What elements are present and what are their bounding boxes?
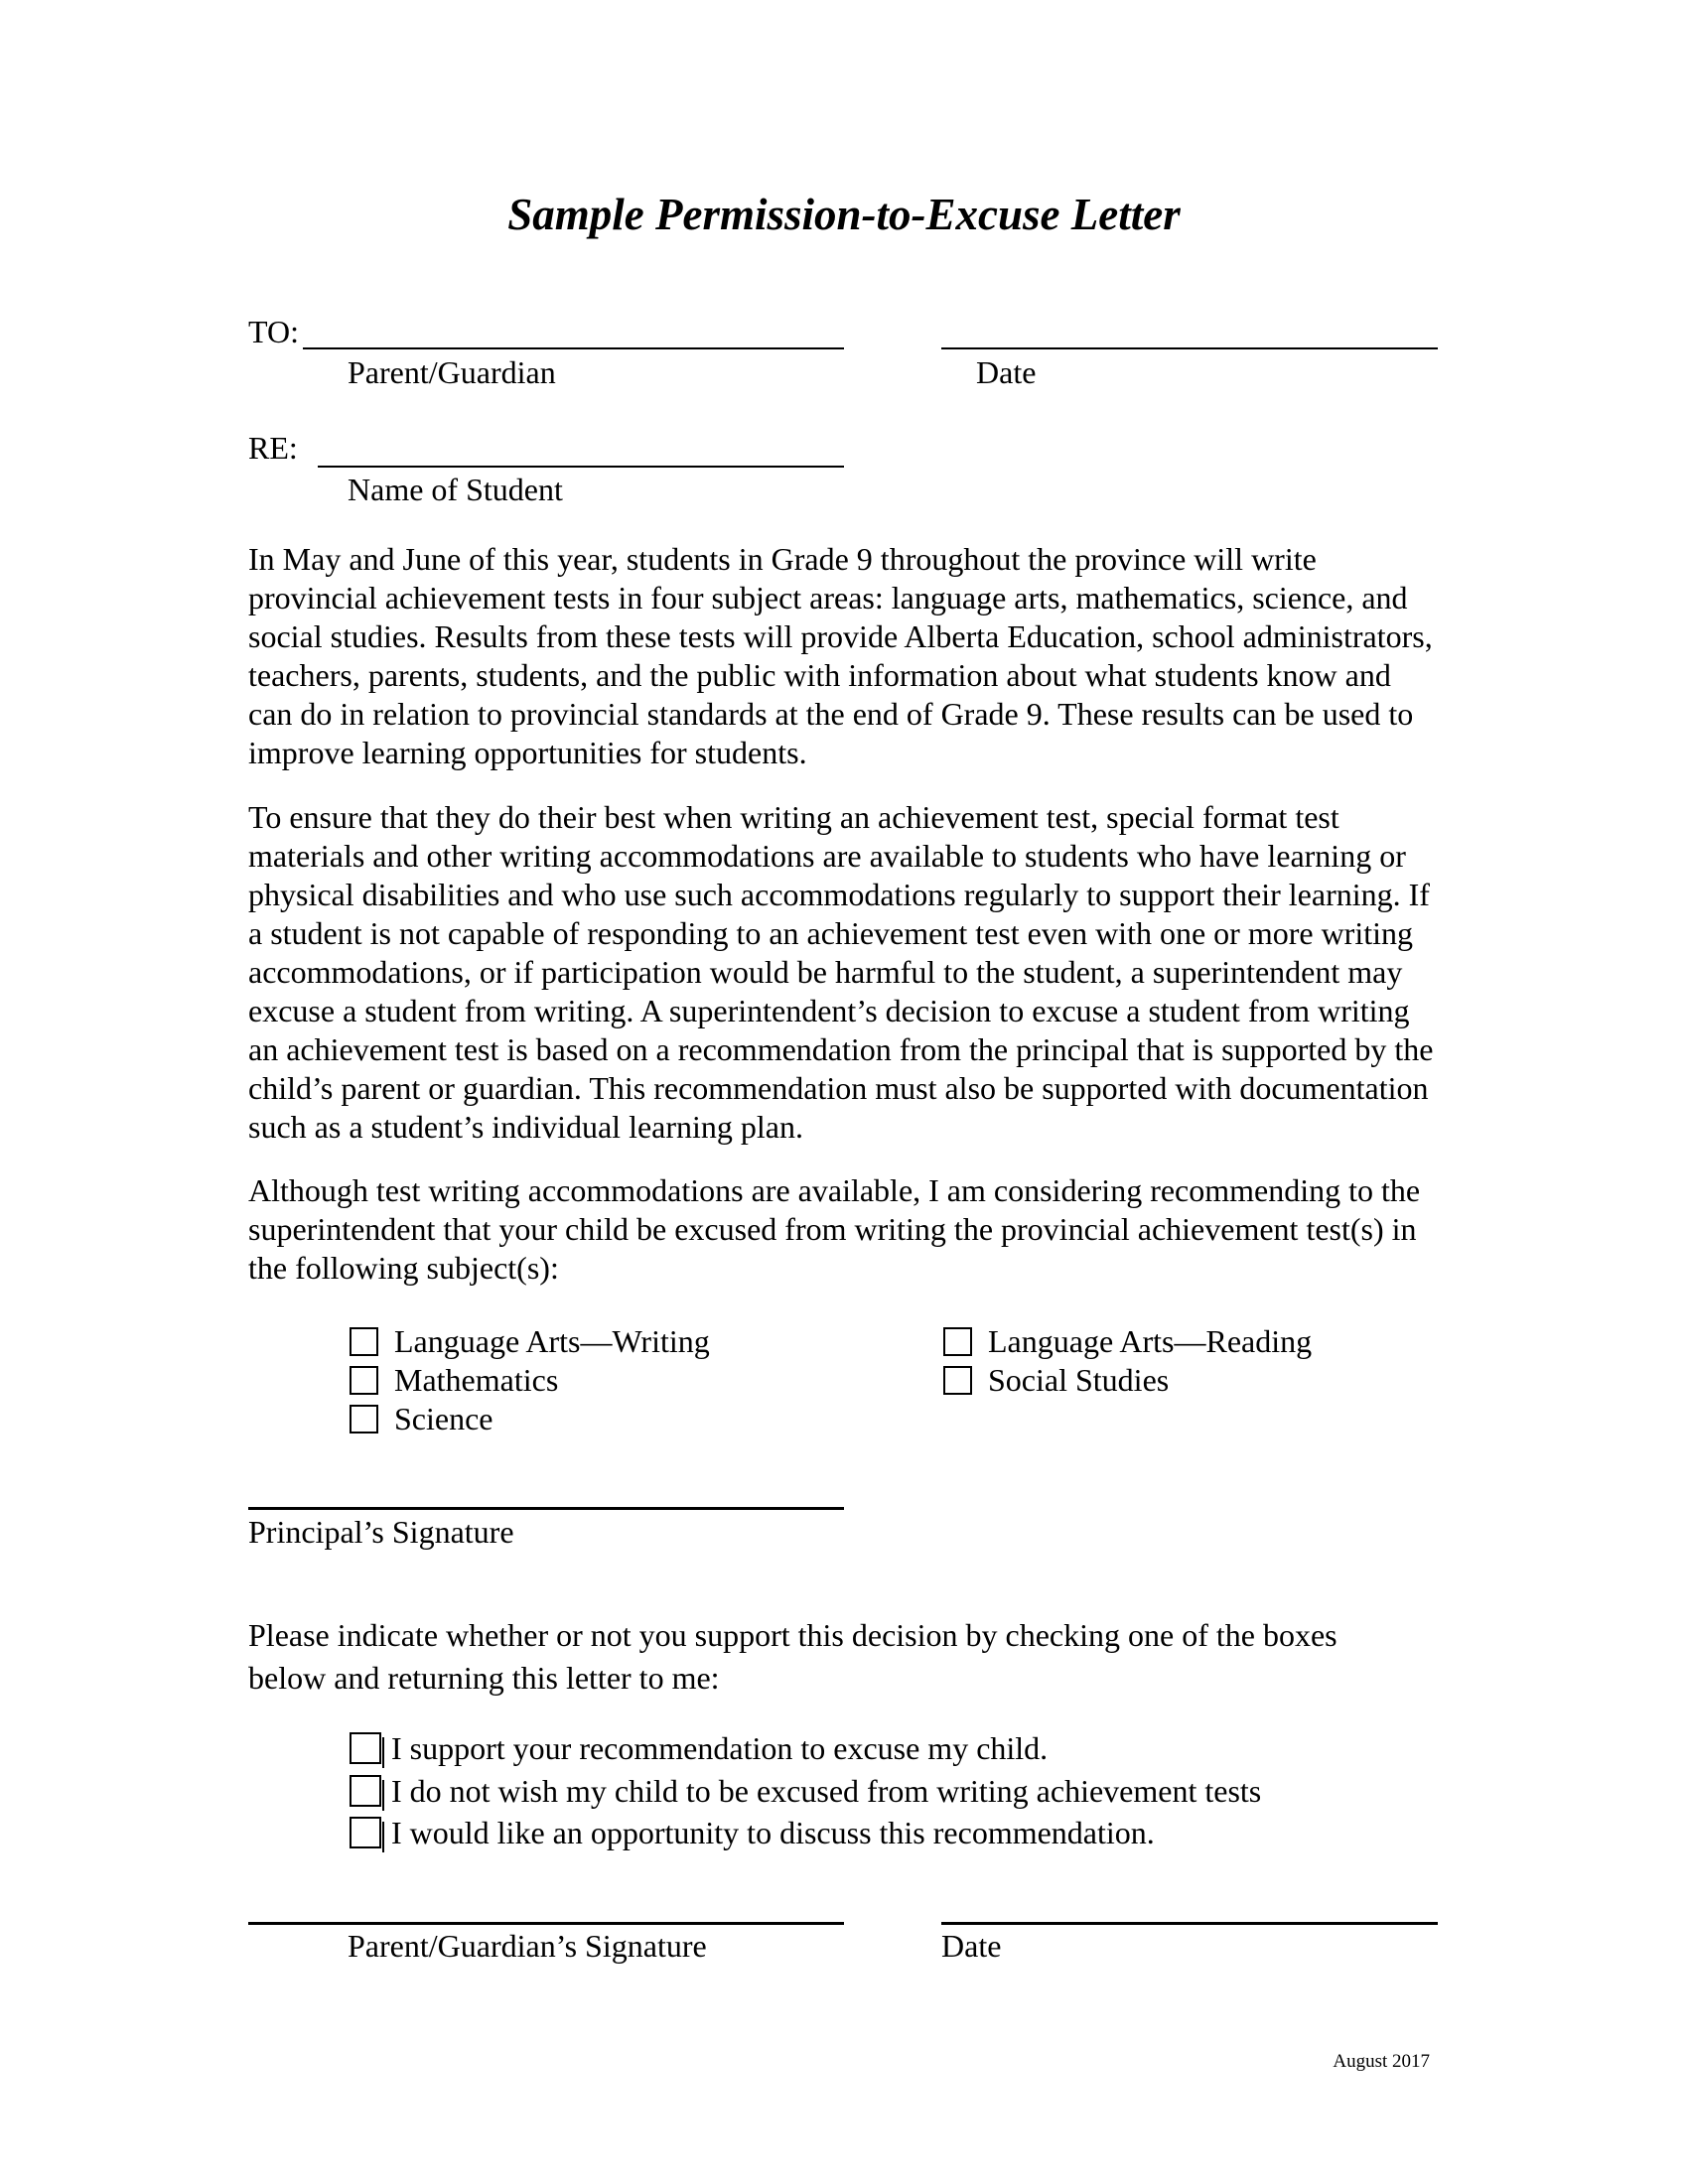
parent-guardian-line[interactable]: [303, 347, 844, 349]
footer-date: August 2017: [1333, 2051, 1430, 2072]
support-option-discuss[interactable]: [350, 1814, 1155, 1851]
paragraph-accommodations: To ensure that they do their best when writing an achievement test, special format test materials and other writing accommodations are available to students who have learning or physical disabilities and who use such accommodations regularly to support their learning. If a student is not capable of responding to an achievement test even with one or more writing accommodations, or if participation would be harmful to the student, a superintendent may excuse a student from writing. A superintendent’s decision to excuse a student from writing an achievement test is based on a recommendation from the principal that is supported by the child’s parent or guardian. This recommendation must also be supported with documentation such as a student’s individual learning plan.: [248, 799, 1434, 1145]
subject-option-mathematics[interactable]: [350, 1361, 558, 1399]
parent-signature-caption: Parent/Guardian’s Signature: [348, 1928, 707, 1964]
checkbox[interactable]: [350, 1732, 381, 1764]
subject-option-science[interactable]: [350, 1400, 493, 1437]
checkbox[interactable]: [943, 1327, 972, 1356]
option-label: I would like an opportunity to discuss this recommendation.: [391, 1815, 1155, 1850]
to-label: TO:: [248, 314, 299, 349]
option-label: I support your recommendation to excuse my child.: [391, 1730, 1049, 1766]
subject-label: Language Arts—Reading: [988, 1323, 1313, 1359]
checkbox[interactable]: [350, 1327, 378, 1356]
checkbox[interactable]: [350, 1366, 378, 1395]
support-prompt: Please indicate whether or not you support this decision by checking one of the boxes below and returning this letter to me:: [248, 1617, 1337, 1696]
support-option-do-not-excuse[interactable]: [350, 1772, 1261, 1810]
subject-label: Science: [394, 1401, 493, 1436]
date-caption: Date: [976, 354, 1037, 390]
subject-option-social-studies[interactable]: [943, 1361, 1169, 1399]
parent-guardian-caption: Parent/Guardian: [348, 354, 556, 390]
checkbox[interactable]: [350, 1405, 378, 1433]
re-label: RE:: [248, 430, 298, 466]
checkbox[interactable]: [943, 1366, 972, 1395]
page-title: Sample Permission-to-Excuse Letter: [507, 190, 1181, 239]
subject-label: Social Studies: [988, 1362, 1170, 1398]
option-label: I do not wish my child to be excused from writing achievement tests: [391, 1773, 1262, 1809]
subject-option-la-reading[interactable]: [943, 1322, 1312, 1360]
date-line[interactable]: [941, 347, 1438, 349]
paragraph-recommendation: Although test writing accommodations are available, I am considering recommending to the superintendent that your child be excused from writing the provincial achievement test(s) in the following subject(s):: [248, 1172, 1421, 1286]
checkbox[interactable]: [350, 1775, 381, 1807]
paragraph-intro: In May and June of this year, students in Grade 9 throughout the province will write provincial achievement tests in four subject areas: language arts, mathematics, science, and social studies. Results from these tests will provide Alberta Education, school administrators, teachers, parents, students, and the public with information about what students know and can do in relation to provincial standards at the end of Grade 9. These results can be used to improve learning opportunities for students.: [248, 541, 1433, 770]
bottom-date-line[interactable]: [941, 1922, 1438, 1925]
student-name-caption: Name of Student: [348, 472, 563, 507]
checkbox[interactable]: [350, 1817, 381, 1848]
parent-signature-line[interactable]: [248, 1922, 844, 1925]
principal-signature-caption: Principal’s Signature: [248, 1514, 514, 1550]
student-name-line[interactable]: [318, 466, 844, 468]
principal-signature-line[interactable]: [248, 1507, 844, 1510]
support-option-support[interactable]: [350, 1729, 1048, 1767]
subject-option-la-writing[interactable]: [350, 1322, 710, 1360]
bottom-date-caption: Date: [941, 1928, 1002, 1964]
subject-label: Language Arts—Writing: [394, 1323, 710, 1359]
subject-label: Mathematics: [394, 1362, 559, 1398]
